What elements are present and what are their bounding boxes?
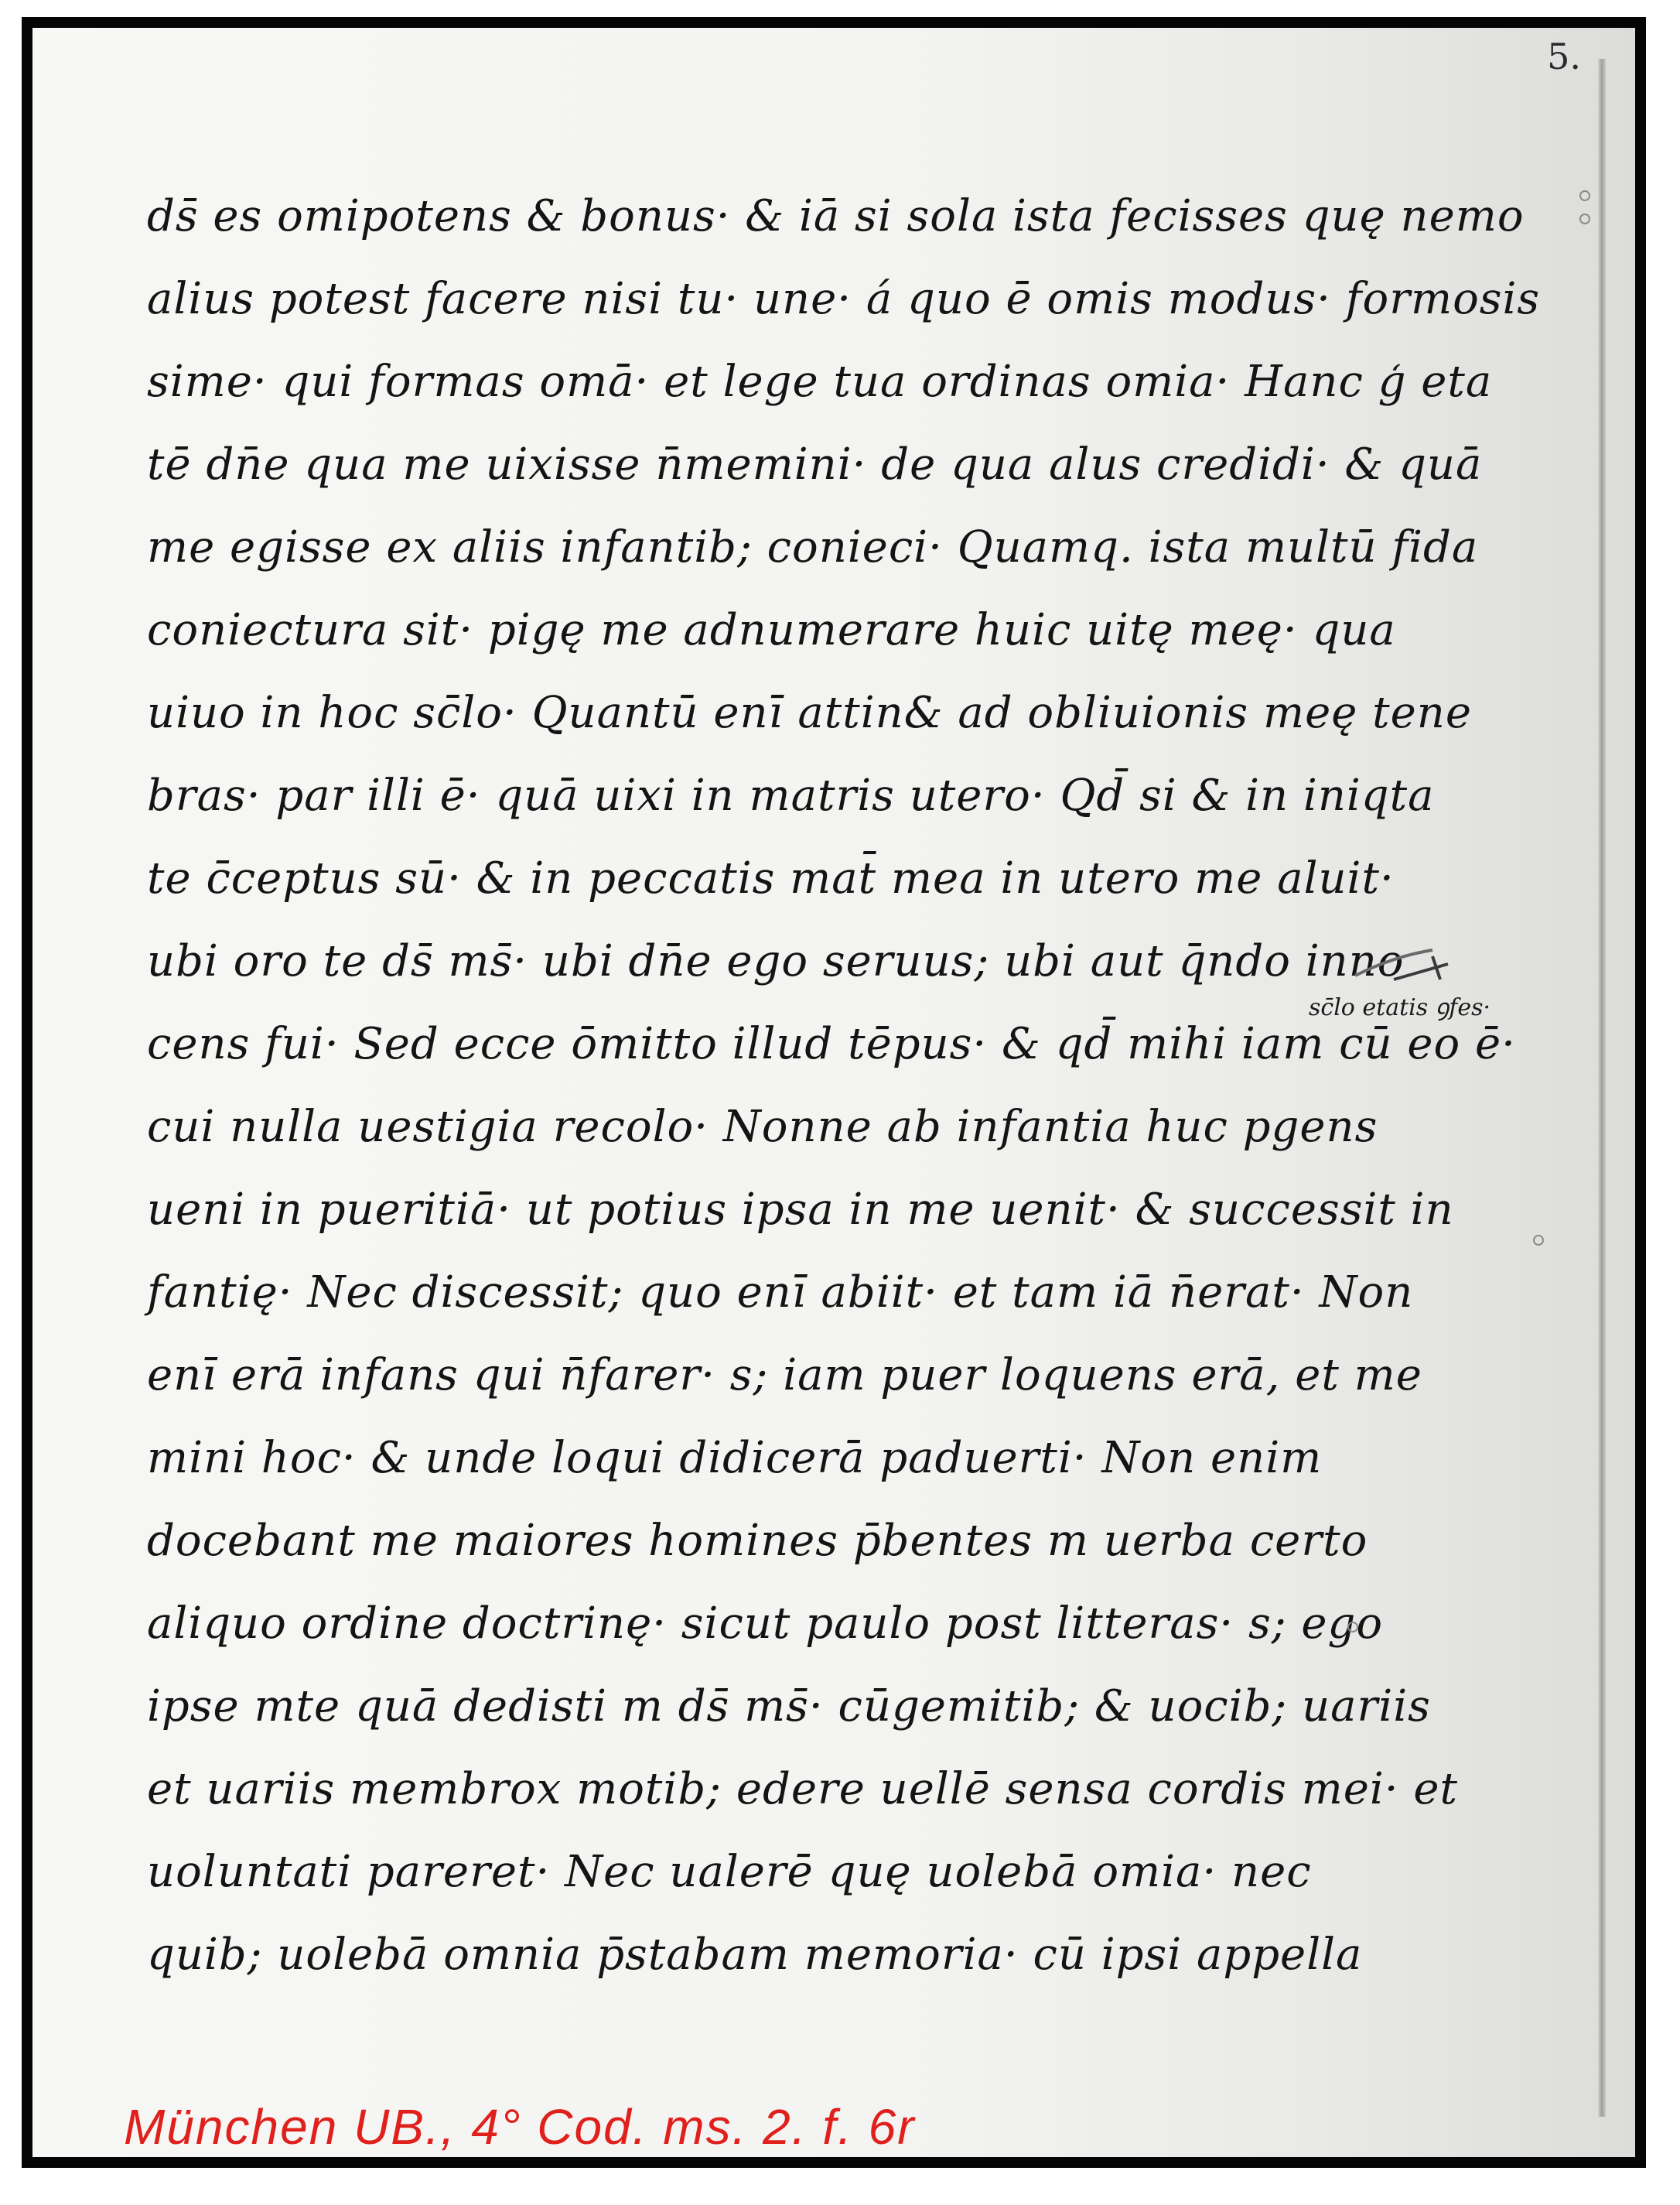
text-line: ubi oro te ds̄ ms̄· ubi dn̄e ego seruus; ubi aut q̄ndo inno xyxy=(147,936,1405,986)
text-line: alius potest facere nisi tu· une· á quo ē omis modus· formosis xyxy=(147,274,1541,324)
text-line: mini hoc· & unde loqui didicerā paduerti· Non enim xyxy=(147,1433,1323,1483)
margin-reference-mark xyxy=(1347,941,1471,987)
page-edge-shadow xyxy=(1598,59,1606,2117)
text-line: uiuo in hoc sc̄lo· Quantū enī attin& ad obliuionis meę tene xyxy=(147,688,1473,738)
text-line: te c̄ceptus sū· & in peccatis mat̄ mea in utero me aluit· xyxy=(147,853,1395,904)
margin-dot xyxy=(1347,1622,1358,1632)
text-line: ds̄ es omipotens & bonus· & iā si sola ista fecisses quę nemo xyxy=(147,191,1525,241)
text-line: aliquo ordine doctrinę· sicut paulo post litteras· s; ego xyxy=(147,1598,1384,1649)
folio-number: 5. xyxy=(1547,36,1581,77)
margin-note: sc̄lo etatis ꝯfes· xyxy=(1309,994,1491,1021)
text-line: ipse mte quā dedisti m ds̄ ms̄· cūgemitib; & uocib; uariis xyxy=(147,1681,1431,1732)
text-line: fantię· Nec discessit; quo enī abiit· et tam iā n̄erat· Non xyxy=(147,1267,1414,1318)
text-line: tē dn̄e qua me uixisse n̄memini· de qua alus credidi· & quā xyxy=(147,439,1483,490)
text-line: cens fui· Sed ecce ōmitto illud tēpus· & qd̄ mihi iam cū eo ē· xyxy=(147,1019,1516,1069)
text-line: quib; uolebā omnia p̄stabam memoria· cū ipsi appella xyxy=(147,1930,1363,1980)
shelfmark-label: München UB., 4° Cod. ms. 2. f. 6r xyxy=(124,2099,916,2155)
text-line: enī erā infans qui n̄farer· s; iam puer loquens erā, et me xyxy=(147,1350,1422,1400)
manuscript-page xyxy=(32,28,1635,2157)
text-line: bras· par illi ē· quā uixi in matris utero· Qd̄ si & in iniqta xyxy=(147,771,1435,821)
text-line: docebant me maiores homines p̄bentes m uerba certo xyxy=(147,1516,1368,1566)
scan-frame xyxy=(22,17,1646,2168)
margin-dot xyxy=(1579,214,1590,224)
text-line: me egisse ex aliis infantib; conieci· Quamq. ista multū fida xyxy=(147,522,1479,573)
text-line: uoluntati pareret· Nec ualerē quę uolebā omia· nec xyxy=(147,1847,1312,1897)
margin-dot xyxy=(1533,1235,1544,1246)
text-line: et uariis membrox motib; edere uellē sensa cordis mei· et xyxy=(147,1764,1459,1814)
text-line: cui nulla uestigia recolo· Nonne ab infantia huc pgens xyxy=(147,1102,1378,1152)
text-line: sime· qui formas omā· et lege tua ordinas omia· Hanc ģ eta xyxy=(147,357,1493,407)
text-line: ueni in pueritiā· ut potius ipsa in me uenit· & successit in xyxy=(147,1185,1454,1235)
margin-dot xyxy=(1579,190,1590,201)
text-line: coniectura sit· pigę me adnumerare huic uitę meę· qua xyxy=(147,605,1396,655)
